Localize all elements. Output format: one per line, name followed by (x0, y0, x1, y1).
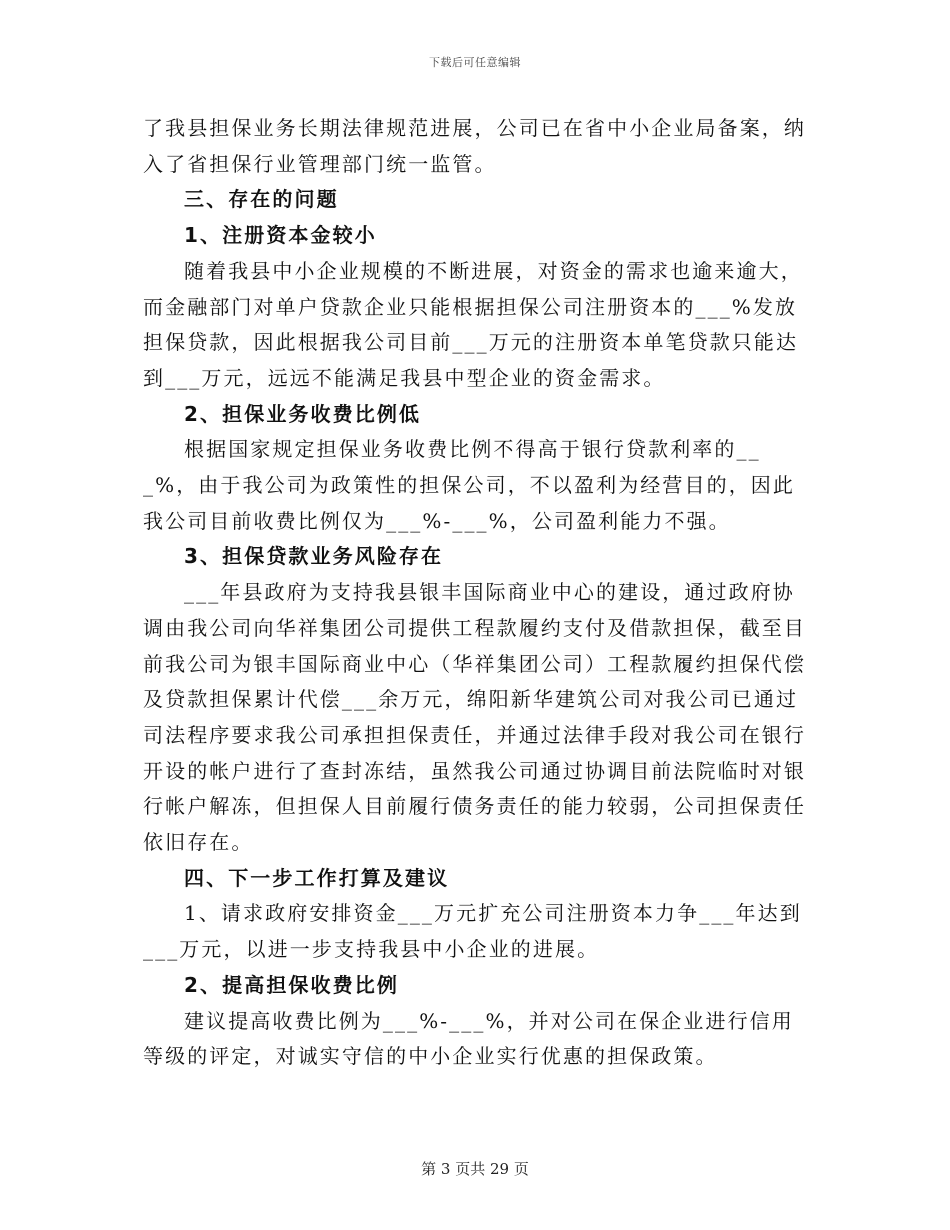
subsection-3-1-paragraph: 随着我县中小企业规模的不断进展，对资金的需求也逾来逾大，而金融部门对单户贷款企业只能根据担保公司注册资本的___%发放担保贷款，因此根据我公司目前___万元的注册资本单笔贷款只能达到___万元，远远不能满足我县中型企业的资金需求。 (143, 258, 803, 390)
subsection-3-2-paragraph: 根据国家规定担保业务收费比例不得高于银行贷款利率的___%，由于我公司为政策性的担保公司，不以盈利为经营目的，因此我公司目前收费比例仅为___%-___%，公司盈利能力不强。 (143, 437, 796, 533)
subsection-4-2-heading: 2、提高担保收费比例 (184, 972, 399, 997)
subsection-4-1-paragraph: 1、请求政府安排资金___万元扩充公司注册资本力争___年达到___万元，以进一步支持我县中小企业的进展。 (143, 901, 802, 962)
page-header: 下载后可任意编辑 (429, 56, 521, 69)
subsection-3-3-heading: 3、担保贷款业务风险存在 (184, 544, 444, 569)
section-3-heading: 三、存在的问题 (184, 187, 339, 212)
intro-paragraph: 了我县担保业务长期法律规范进展，公司已在省中小企业局备案，纳入了省担保行业管理部门统一监管。 (143, 116, 806, 176)
subsection-3-2-heading: 2、担保业务收费比例低 (184, 401, 422, 426)
subsection-3-1-heading: 1、注册资本金较小 (184, 223, 377, 248)
subsection-3-3-paragraph: ___年县政府为支持我县银丰国际商业中心的建设，通过政府协调由我公司向华祥集团公司提供工程款履约支付及借款担保，截至目前我公司为银丰国际商业中心（华祥集团公司）工程款履约担保代偿及贷款担保累计代偿___余万元，绵阳新华建筑公司对我公司已通过司法程序要求我公司承担担保责任，并通过法律手段对我公司在银行开设的帐户进行了查封冻结，虽然我公司通过协调目前法院临时对银行帐户解冻，但担保人目前履行债务责任的能力较弱，公司担保责任依旧存在。 (143, 580, 806, 855)
document-body (143, 111, 807, 1075)
section-4-heading: 四、下一步工作打算及建议 (184, 865, 450, 890)
page-footer: 第 3 页共 29 页 (421, 1160, 529, 1178)
subsection-4-2-paragraph: 建议提高收费比例为___%-___%，并对公司在保企业进行信用等级的评定，对诚实守信的中小企业实行优惠的担保政策。 (143, 1008, 794, 1069)
